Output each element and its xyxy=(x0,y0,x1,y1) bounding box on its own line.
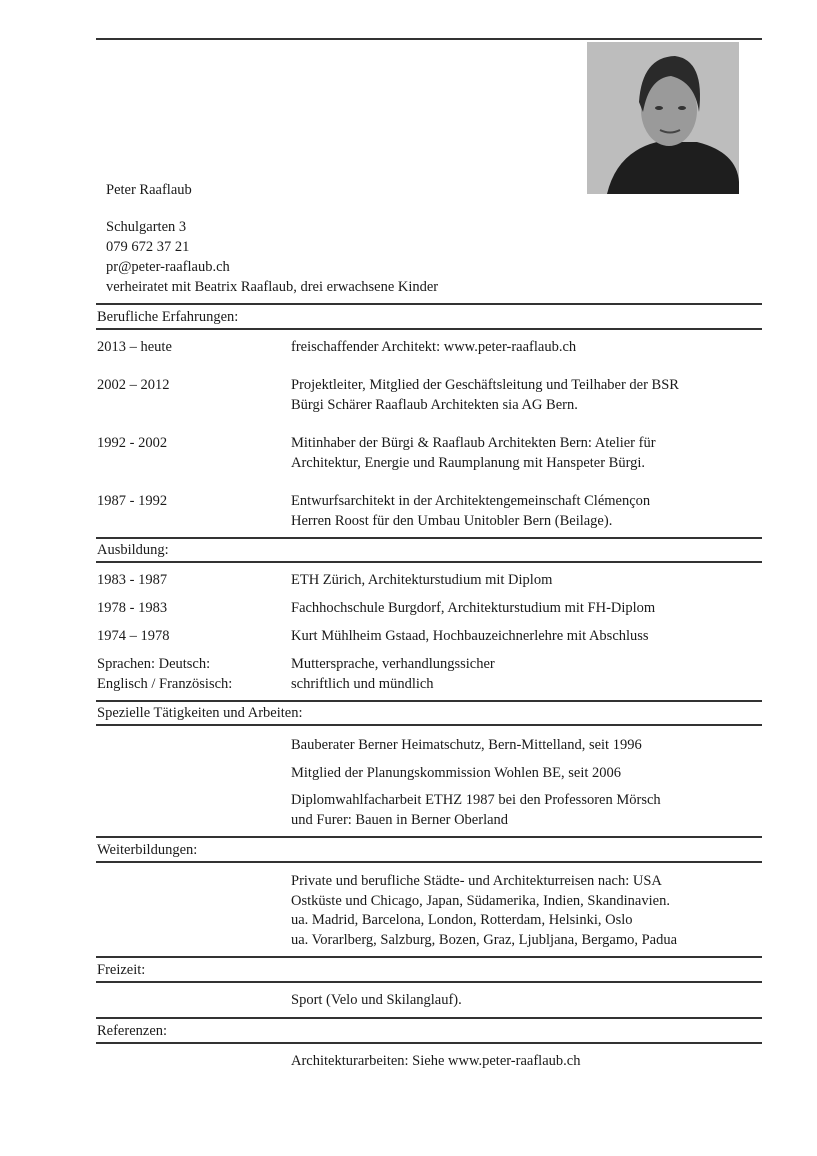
education-text: Fachhochschule Burgdorf, Architekturstudium mit FH-Diplom xyxy=(291,600,656,616)
portrait-image xyxy=(587,42,739,194)
person-name: Peter Raaflaub xyxy=(106,182,192,198)
education-text: Kurt Mühlheim Gstaad, Hochbauzeichnerlehre mit Abschluss xyxy=(291,628,649,644)
further-text: Private und berufliche Städte- und Architekturreisen nach: USA xyxy=(291,873,662,889)
language-label: Englisch / Französisch: xyxy=(97,676,233,692)
email-link[interactable]: pr@peter-raaflaub.ch xyxy=(106,259,230,275)
further-text: ua. Madrid, Barcelona, London, Rotterdam, Helsinki, Oslo xyxy=(291,912,633,928)
leisure-text: Sport (Velo und Skilanglauf). xyxy=(291,992,462,1008)
section-title-education: Ausbildung: xyxy=(97,542,169,558)
portrait-photo xyxy=(587,42,739,194)
special-item: und Furer: Bauen in Berner Oberland xyxy=(291,812,509,828)
section-title-experience: Berufliche Erfahrungen: xyxy=(97,309,239,325)
special-item: Mitglied der Planungskommission Wohlen BE, seit 2006 xyxy=(291,765,622,781)
section-title-references: Referenzen: xyxy=(97,1023,168,1039)
section-rule xyxy=(96,561,762,563)
section-title-leisure: Freizeit: xyxy=(97,962,146,978)
experience-text: Architektur, Energie und Raumplanung mit Hanspeter Bürgi. xyxy=(291,455,646,471)
section-rule xyxy=(96,700,762,702)
experience-period: 2013 – heute xyxy=(97,339,172,355)
special-item: Diplomwahlfacharbeit ETHZ 1987 bei den Professoren Mörsch xyxy=(291,792,661,808)
section-rule xyxy=(96,1042,762,1044)
experience-text: Bürgi Schärer Raaflaub Architekten sia AG Bern. xyxy=(291,397,578,413)
family-status: verheiratet mit Beatrix Raaflaub, drei erwachsene Kinder xyxy=(106,279,439,295)
experience-text: Mitinhaber der Bürgi & Raaflaub Architekten Bern: Atelier für xyxy=(291,435,656,451)
experience-text: freischaffender Architekt: www.peter-raaflaub.ch xyxy=(291,339,577,355)
language-text: schriftlich und mündlich xyxy=(291,676,434,692)
experience-text: Projektleiter, Mitglied der Geschäftsleitung und Teilhaber der BSR xyxy=(291,377,679,393)
experience-period: 1992 - 2002 xyxy=(97,435,168,451)
language-text: Muttersprache, verhandlungssicher xyxy=(291,656,495,672)
experience-period: 2002 – 2012 xyxy=(97,377,170,393)
education-text: ETH Zürich, Architekturstudium mit Diplom xyxy=(291,572,553,588)
section-rule xyxy=(96,328,762,330)
section-rule xyxy=(96,303,762,305)
experience-text: Entwurfsarchitekt in der Architektengemeinschaft Clémençon xyxy=(291,493,651,509)
top-rule xyxy=(96,38,762,40)
education-period: 1983 - 1987 xyxy=(97,572,168,588)
education-period: 1974 – 1978 xyxy=(97,628,170,644)
section-rule xyxy=(96,836,762,838)
education-period: 1978 - 1983 xyxy=(97,600,168,616)
section-title-further: Weiterbildungen: xyxy=(97,842,198,858)
section-title-special: Spezielle Tätigkeiten und Arbeiten: xyxy=(97,705,303,721)
section-rule xyxy=(96,981,762,983)
address: Schulgarten 3 xyxy=(106,219,187,235)
section-rule xyxy=(96,1017,762,1019)
section-rule xyxy=(96,537,762,539)
experience-period: 1987 - 1992 xyxy=(97,493,168,509)
section-rule xyxy=(96,724,762,726)
special-item: Bauberater Berner Heimatschutz, Bern-Mittelland, seit 1996 xyxy=(291,737,642,753)
section-rule xyxy=(96,861,762,863)
further-text: ua. Vorarlberg, Salzburg, Bozen, Graz, Ljubljana, Bergamo, Padua xyxy=(291,932,678,948)
section-rule xyxy=(96,956,762,958)
phone: 079 672 37 21 xyxy=(106,239,190,255)
experience-text: Herren Roost für den Umbau Unitobler Bern (Beilage). xyxy=(291,513,613,529)
language-label: Sprachen: Deutsch: xyxy=(97,656,211,672)
further-text: Ostküste und Chicago, Japan, Südamerika, Indien, Skandinavien. xyxy=(291,893,670,909)
references-text: Architekturarbeiten: Siehe www.peter-raaflaub.ch xyxy=(291,1053,581,1069)
